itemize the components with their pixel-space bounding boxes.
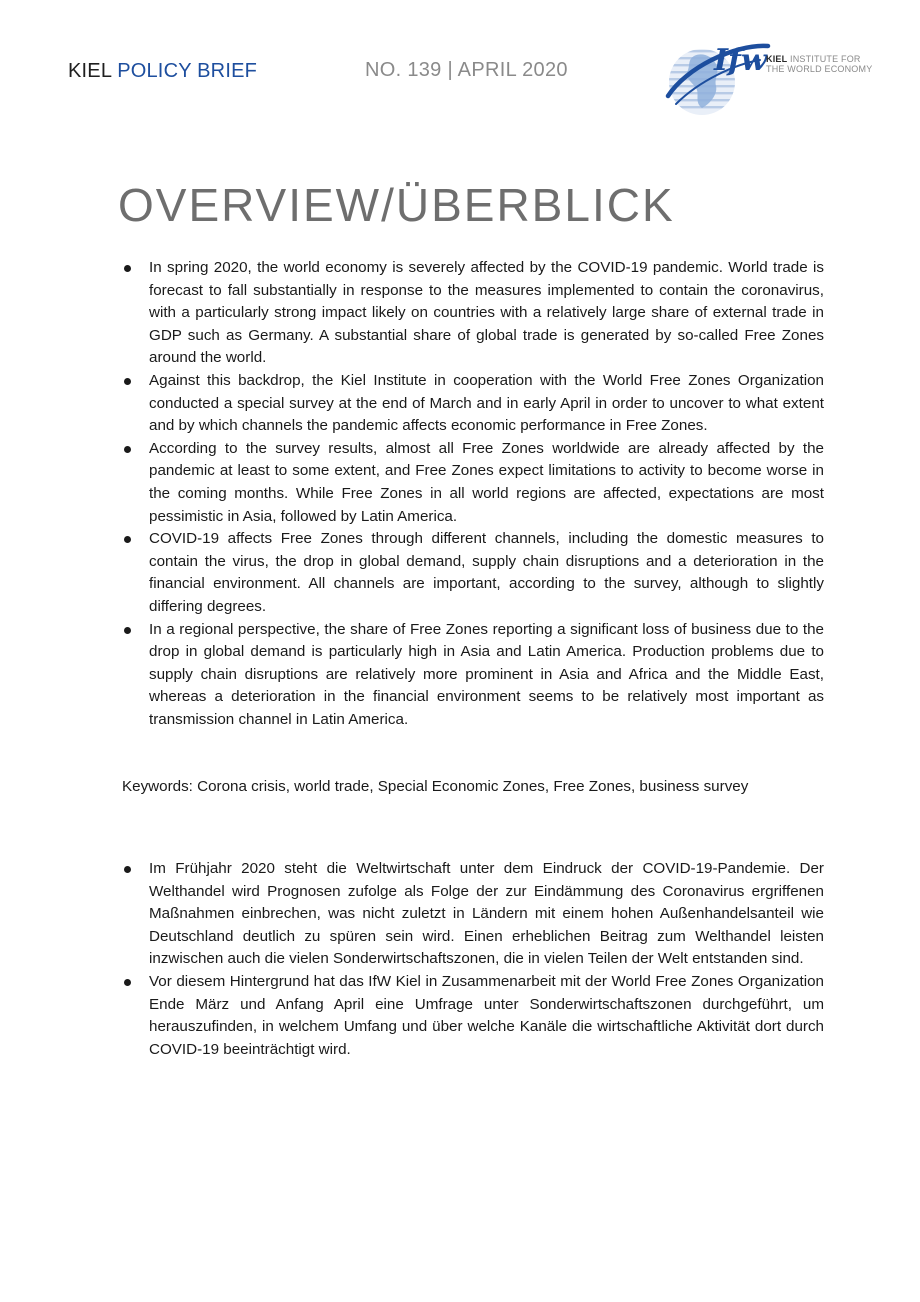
english-summary (120, 257, 824, 731)
english-bullet-4: COVID-19 affects Free Zones through different channels, including the domestic measures to contain the virus, the drop in global demand, supply chain disruptions and a deterioration in the financial environment. All channels are important, according to the survey, although to slightly differing degrees. (120, 528, 824, 618)
series-title (68, 60, 257, 83)
logo-line1-bold: KIEL (766, 54, 788, 64)
series-prefix: KIEL (68, 60, 112, 82)
logo-text (766, 54, 872, 74)
institute-logo (664, 38, 884, 116)
german-bullet-1: Im Frühjahr 2020 steht die Weltwirtschaft unter dem Eindruck der COVID-19-Pandemie. Der Welthandel wird Prognosen zufolge als Folge der zur Eindämmung des Coronavirus ergriffenen Maßnahmen einbrechen, was nicht zuletzt in Ländern mit einem hohen Außenhandelsanteil wie Deutschland deutlich zu spüren sein wird. Einen erheblichen Beitrag zum Welthandel leisten inzwischen auch die vielen Sonderwirtschaftszonen, die in vielen Teilen der Welt entstanden sind. (120, 858, 824, 971)
keywords-line (122, 776, 842, 798)
issue-number: NO. 139 | APRIL 2020 (365, 59, 568, 81)
keywords-text: Corona crisis, world trade, Special Economic Zones, Free Zones, business survey (192, 778, 749, 795)
series-name: POLICY BRIEF (117, 60, 258, 82)
page-header (0, 0, 920, 130)
english-bullet-1: In spring 2020, the world economy is severely affected by the COVID-19 pandemic. World trade is forecast to fall substantially in response to the measures implemented to contain the coronavirus, with a particularly strong impact likely on countries with a relatively large share of external trade in GDP such as Germany. A substantial share of global trade is generated by so-called Free Zones around the world. (120, 257, 824, 370)
german-summary (120, 858, 824, 1061)
english-bullet-2: Against this backdrop, the Kiel Institute in cooperation with the World Free Zones Organization conducted a special survey at the end of March and in early April in order to uncover to what extent and by which channels the pandemic affects economic performance in Free Zones. (120, 370, 824, 438)
globe-logo-icon (664, 38, 884, 116)
english-bullet-3: According to the survey results, almost all Free Zones worldwide are already affected by the pandemic at least to some extent, and Free Zones expect limitations to activity to become worse in the coming months. While Free Zones in all world regions are affected, expectations are most pessimistic in Asia, followed by Latin America. (120, 438, 824, 528)
logo-line2: THE WORLD ECONOMY (766, 64, 873, 74)
english-bullet-5: In a regional perspective, the share of Free Zones reporting a significant loss of business due to the drop in global demand is particularly high in Asia and Latin America. Production problems due to supply chain disruptions are relatively more prominent in Asia and Africa and the Middle East, whereas a deterioration in the financial environment seems to be relatively most important as transmission channel in Latin America. (120, 619, 824, 732)
keywords-label: Keywords: (122, 778, 193, 795)
logo-line1-rest: INSTITUTE FOR (787, 54, 861, 64)
german-bullet-2: Vor diesem Hintergrund hat das IfW Kiel in Zusammenarbeit mit der World Free Zones Organization Ende März und Anfang April eine Umfrage unter Sonderwirtschaftszonen durchgeführt, um herauszufinden, in welchem Umfang und über welche Kanäle die wirtschaftliche Aktivität dort durch COVID-19 beeinträchtigt wird. (120, 971, 824, 1061)
logo-mark: Ifw (714, 43, 767, 78)
page-title: OVERVIEW/ÜBERBLICK (118, 179, 675, 231)
